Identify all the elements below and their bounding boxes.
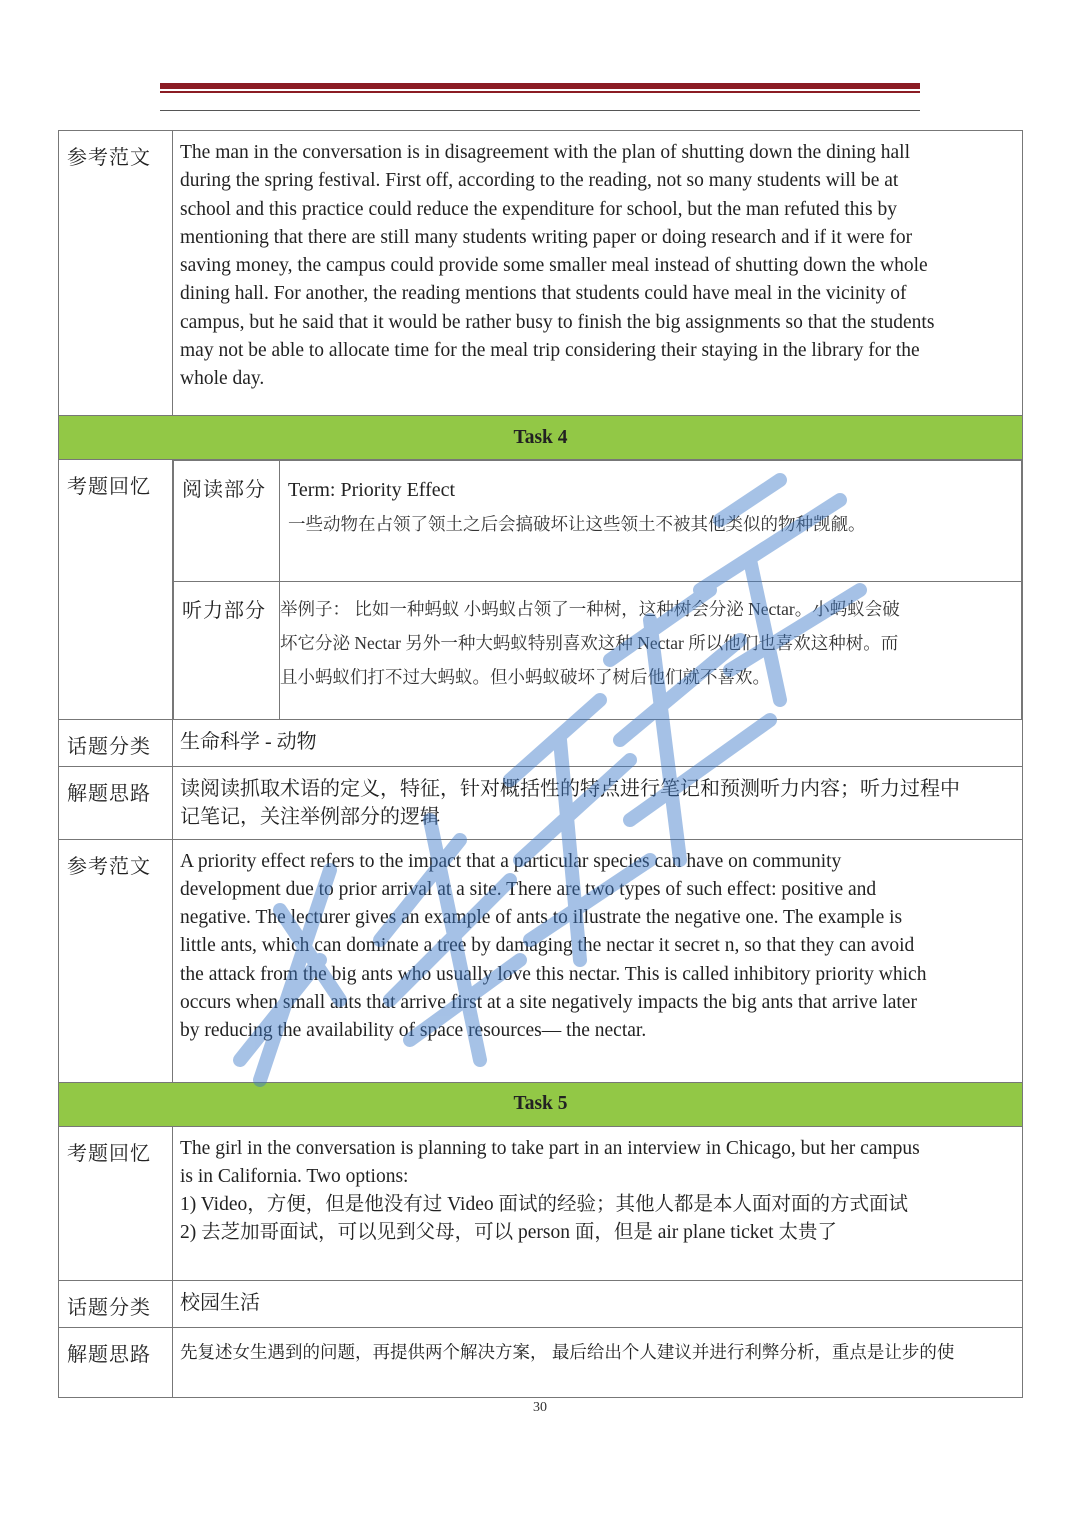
row-label: 考题回忆 [59,1126,173,1280]
listening-content: 举例子： 比如一种蚂蚁 小蚂蚁占领了一种树，这种树会分泌 Nectar。小蚂蚁会破 坏它分泌 Nectar 另外一种大蚂蚁特别喜欢这种 Nectar 所以他们也喜欢这种树。而 且小蚂蚁们打不过大蚂蚁。但小蚂蚁破坏了树后他们就不喜欢。 [280,582,1022,719]
page-number: 30 [533,1400,547,1415]
task5-topic: 校园生活 [173,1280,1023,1327]
header-rule-gray [160,110,920,111]
row-label: 解题思路 [59,766,173,839]
reading-label: 阅读部分 [174,461,280,582]
header-rule-thick [160,83,920,89]
listening-label: 听力部分 [174,582,280,719]
task5-approach: 先复述女生遇到的问题，再提供两个解决方案， 最后给出个人建议并进行利弊分析，重点是让步的使 [173,1327,1023,1397]
task4-topic: 生命科学 - 动物 [173,719,1023,766]
row-label: 话题分类 [59,719,173,766]
task5-topic-row [59,1280,1023,1327]
task4-sample: A priority effect refers to the impact that a particular species can have on community development due to prior arrival at a site. There are two types of such effect: positive and negative. The lecturer gives an example of ants to illustrate the negative one. The example is little ants, which can dominate a tree by damaging the nectar it secret n, so that they can avoid the attack from the big ants who usually love this nectar. This is called inhibitory priority which occurs when small ants that arrive first at a site negatively impacts the big ants that arrive later by reducing the availability of space resources— the nectar. [173,839,1023,1082]
row-label: 参考范文 [59,131,173,416]
sample-row-prev [59,131,1023,416]
task4-topic-row [59,719,1023,766]
content-table [58,130,1023,1398]
task5-approach-row [59,1327,1023,1397]
row-label: 考题回忆 [59,460,173,720]
task5-title: Task 5 [59,1082,1023,1126]
task4-recall-inner [173,460,1022,719]
reading-content [280,461,1022,582]
term-text: Term: Priority Effect [288,479,456,501]
task5-recall-row [59,1126,1023,1280]
task4-title: Task 4 [59,416,1023,460]
row-label: 解题思路 [59,1327,173,1397]
task4-recall-row [59,460,1023,720]
task4-approach: 读阅读抓取术语的定义，特征，针对概括性的特点进行笔记和预测听力内容；听力过程中 记笔记，关注举例部分的逻辑 [173,766,1023,839]
header-rule-red [160,91,920,93]
row-label: 参考范文 [59,839,173,1082]
sample-text-prev: The man in the conversation is in disagreement with the plan of shutting down the dining hall during the spring festival. First off, according to the reading, not so many students will be at school and this practice could reduce the expenditure for school, but the man refuted this by mentioning that there are still many students writing paper or doing research and if it were for saving money, the campus could provide some smaller meal instead of shutting down the whole dining hall. For another, the reading mentions that students could have meal in the vicinity of campus, but he said that it would be rather busy to finish the big assignments so that the students may not be able to allocate time for the meal trip considering their staying in the library for the whole day. [173,131,1023,416]
reading-cn: 一些动物在占领了领土之后会搞破坏让这些领土不被其他类似的物种觊觎。 [288,514,866,534]
task5-recall: The girl in the conversation is planning to take part in an interview in Chicago, but her campus is in California. Two options: 1) Video，方便，但是他没有过 Video 面试的经验；其他人都是本人面对面的方式面试 2) 去芝加哥面试，可以见到父母，可以 person 面，但是 air plane ticket 太贵了 [173,1126,1023,1280]
task5-header [59,1082,1023,1126]
row-label: 话题分类 [59,1280,173,1327]
task4-approach-row [59,766,1023,839]
task4-header [59,416,1023,460]
task4-sample-row [59,839,1023,1082]
